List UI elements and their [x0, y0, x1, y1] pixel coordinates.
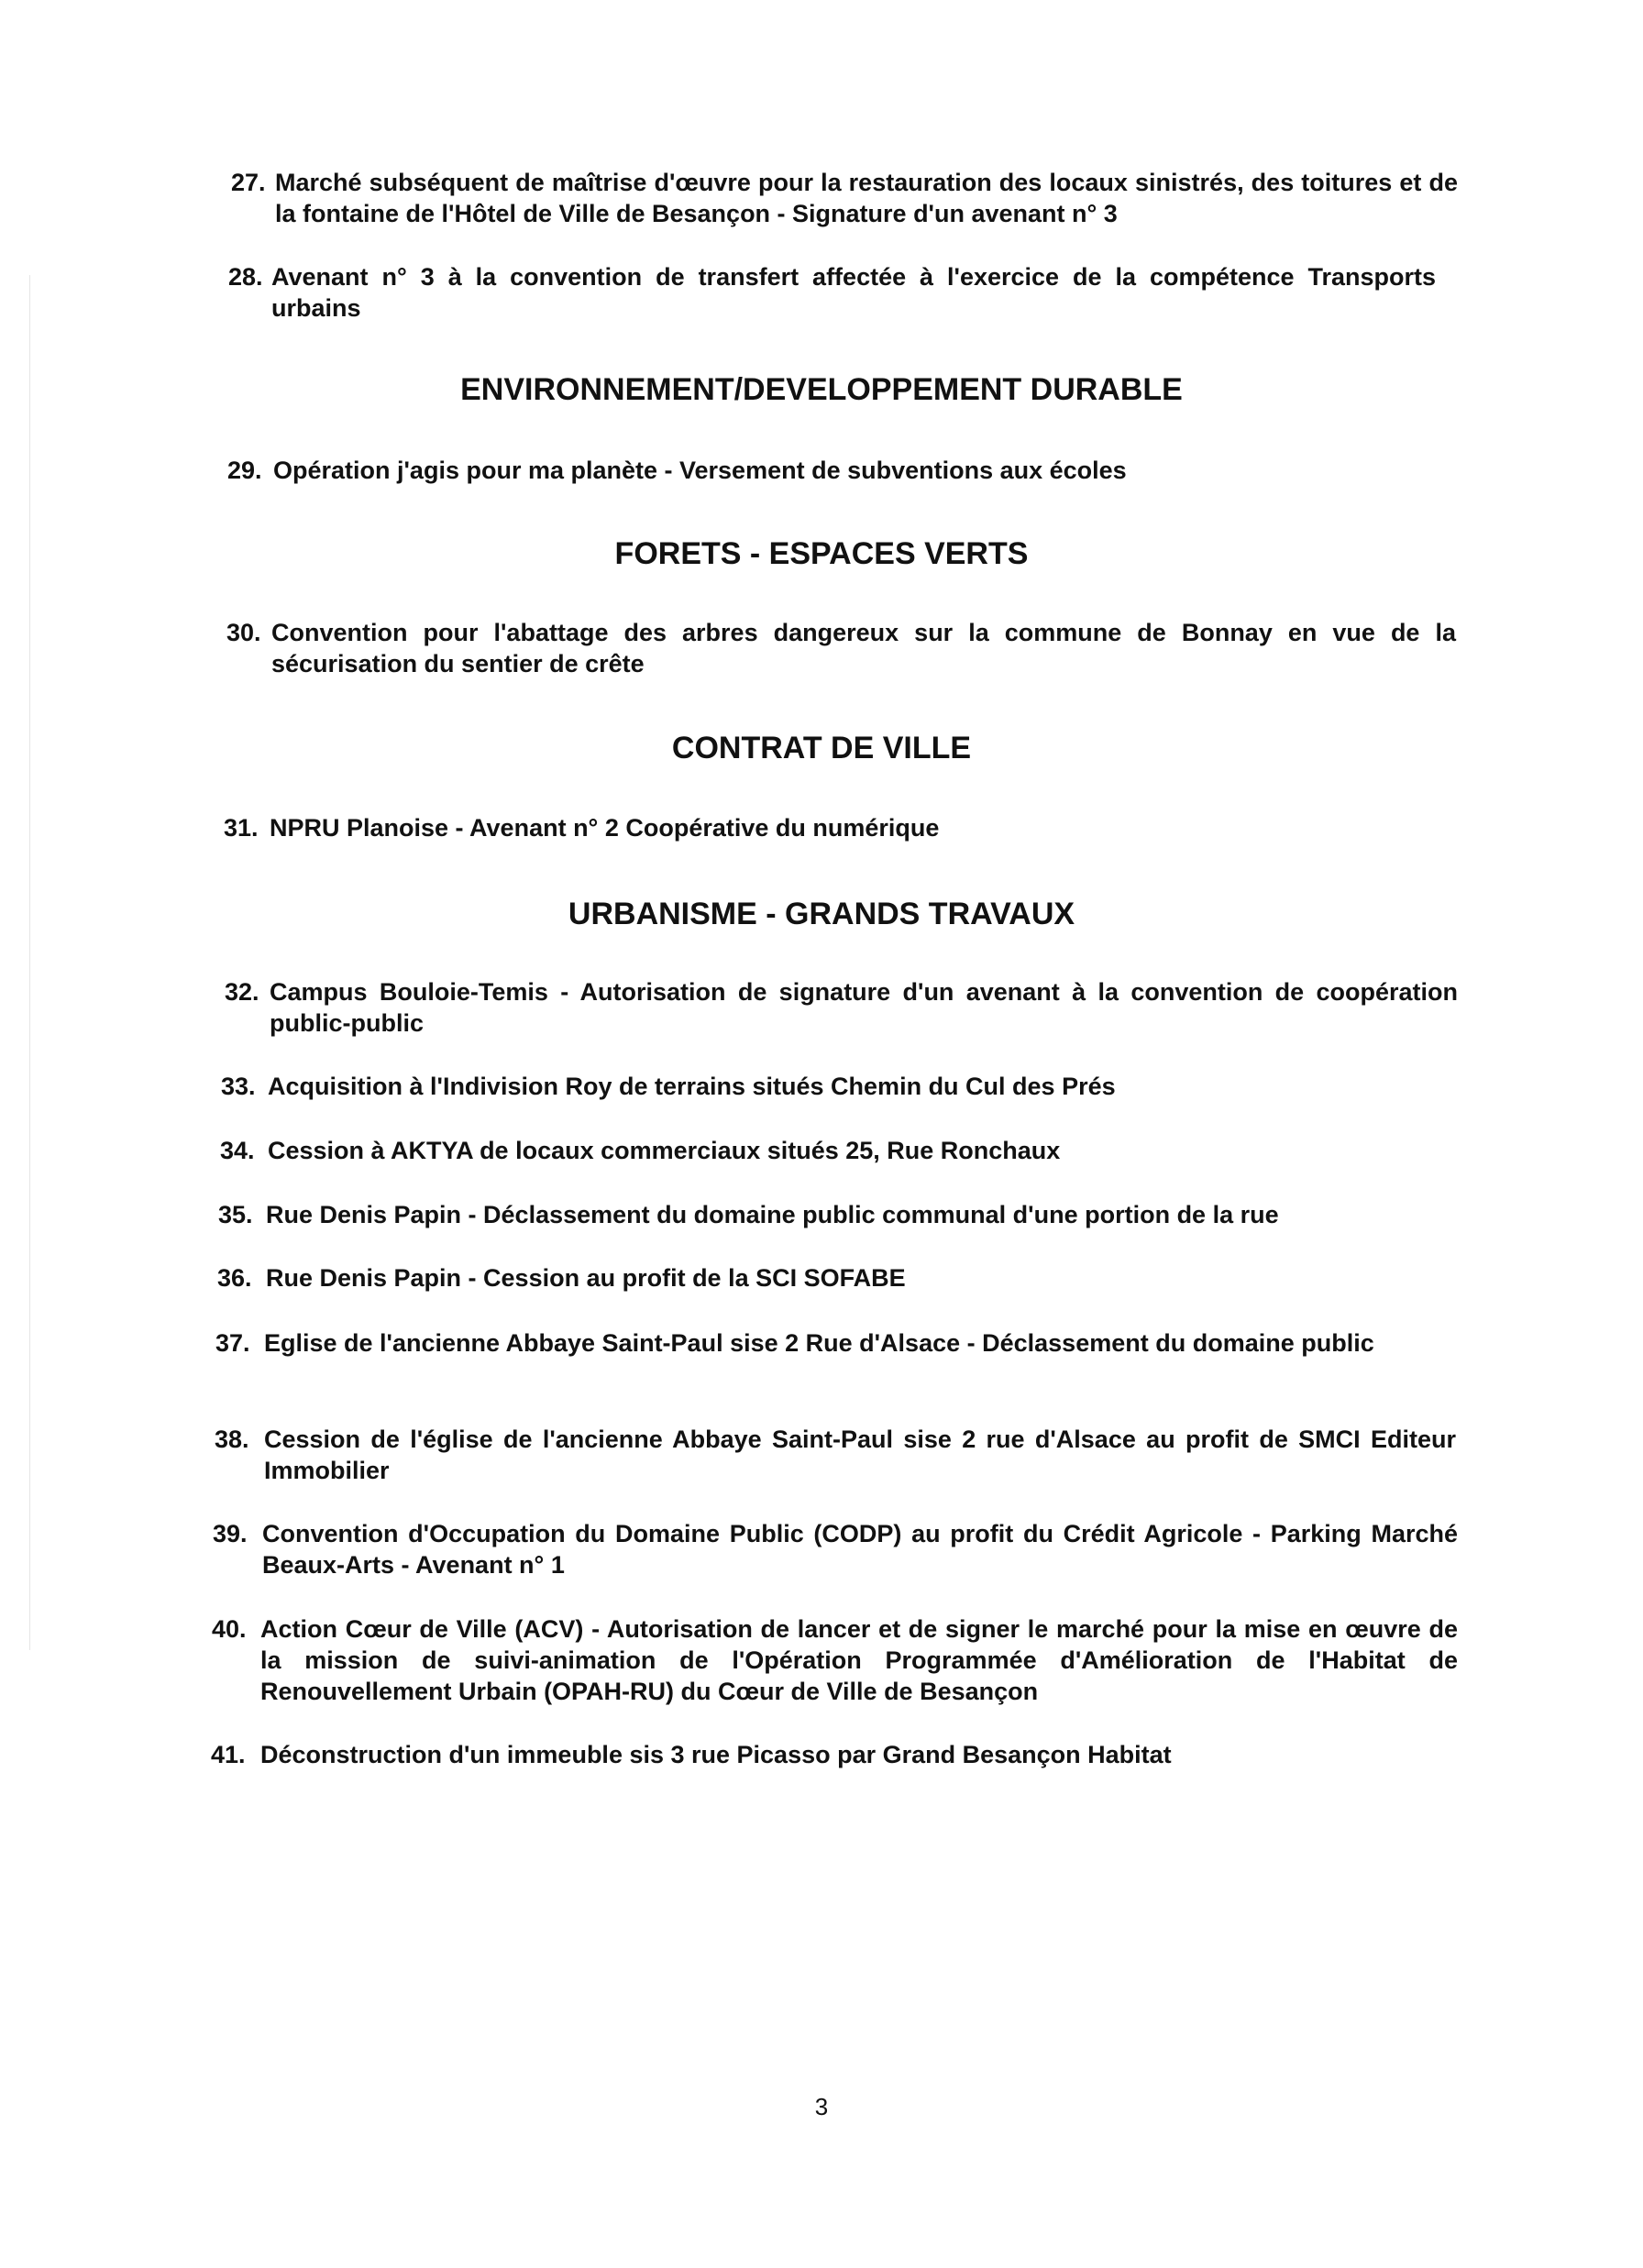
- item-number: 28.: [228, 263, 263, 291]
- item-text: Marché subséquent de maîtrise d'œuvre pour la restauration des locaux sinistrés, des toitures et de la fontaine de l'Hôtel de Ville de Besançon - Signature d'un avenant n° 3: [275, 169, 1458, 227]
- item-number: 27.: [231, 169, 266, 196]
- item-text: Cession de l'église de l'ancienne Abbaye Saint-Paul sise 2 rue d'Alsace au profit de SMCI Editeur Immobilier: [264, 1426, 1456, 1484]
- item-text: Rue Denis Papin - Déclassement du domaine public communal d'une portion de la rue: [266, 1201, 1279, 1228]
- item-number: 40.: [212, 1615, 247, 1643]
- item-number: 29.: [227, 457, 262, 484]
- item-text: Convention d'Occupation du Domaine Public (CODP) au profit du Crédit Agricole - Parking Marché Beaux-Arts - Avenant n° 1: [262, 1520, 1458, 1579]
- item-text: Convention pour l'abattage des arbres dangereux sur la commune de Bonnay en vue de la sécurisation du sentier de crête: [271, 619, 1456, 677]
- item-text: Cession à AKTYA de locaux commerciaux situés 25, Rue Ronchaux: [268, 1137, 1061, 1164]
- item-number: 30.: [226, 619, 261, 646]
- item-number: 36.: [217, 1264, 252, 1292]
- item-number: 31.: [224, 814, 259, 842]
- item-number: 37.: [215, 1329, 250, 1357]
- item-number: 32.: [225, 978, 259, 1006]
- item-number: 34.: [220, 1137, 255, 1164]
- item-text: Rue Denis Papin - Cession au profit de la SCI SOFABE: [266, 1264, 906, 1292]
- section-heading-contrat-de-ville: CONTRAT DE VILLE: [671, 731, 972, 765]
- item-text: Déconstruction d'un immeuble sis 3 rue Picasso par Grand Besançon Habitat: [260, 1741, 1172, 1768]
- item-text: Campus Bouloie-Temis - Autorisation de signature d'un avenant à la convention de coopération public-public: [270, 978, 1458, 1037]
- item-number: 33.: [221, 1073, 256, 1100]
- item-text: Opération j'agis pour ma planète - Versement de subventions aux écoles: [273, 457, 1127, 484]
- item-number: 41.: [211, 1741, 246, 1768]
- item-number: 35.: [218, 1201, 253, 1228]
- item-text: Eglise de l'ancienne Abbaye Saint-Paul sise 2 Rue d'Alsace - Déclassement du domaine public: [264, 1329, 1374, 1357]
- item-text: Action Cœur de Ville (ACV) - Autorisation de lancer et de signer le marché pour la mise en œuvre de la mission de suivi-animation de l'Opération Programmée d'Amélioration de l'Habitat de Renouvellement Urbain (OPAH-RU) du Cœur de Ville de Besançon: [260, 1615, 1458, 1705]
- page-number: 3: [814, 2093, 829, 2120]
- section-heading-forets: FORETS - ESPACES VERTS: [614, 536, 1029, 571]
- section-heading-environnement: ENVIRONNEMENT/DEVELOPPEMENT DURABLE: [460, 372, 1183, 407]
- item-text: Avenant n° 3 à la convention de transfert affectée à l'exercice de la compétence Transports urbains: [271, 263, 1436, 322]
- item-text: Acquisition à l'Indivision Roy de terrains situés Chemin du Cul des Prés: [268, 1073, 1116, 1100]
- item-number: 38.: [215, 1426, 249, 1453]
- item-text: NPRU Planoise - Avenant n° 2 Coopérative du numérique: [270, 814, 940, 842]
- section-heading-urbanisme: URBANISME - GRANDS TRAVAUX: [568, 897, 1075, 931]
- item-number: 39.: [213, 1520, 248, 1547]
- scan-margin-line: [29, 275, 30, 1650]
